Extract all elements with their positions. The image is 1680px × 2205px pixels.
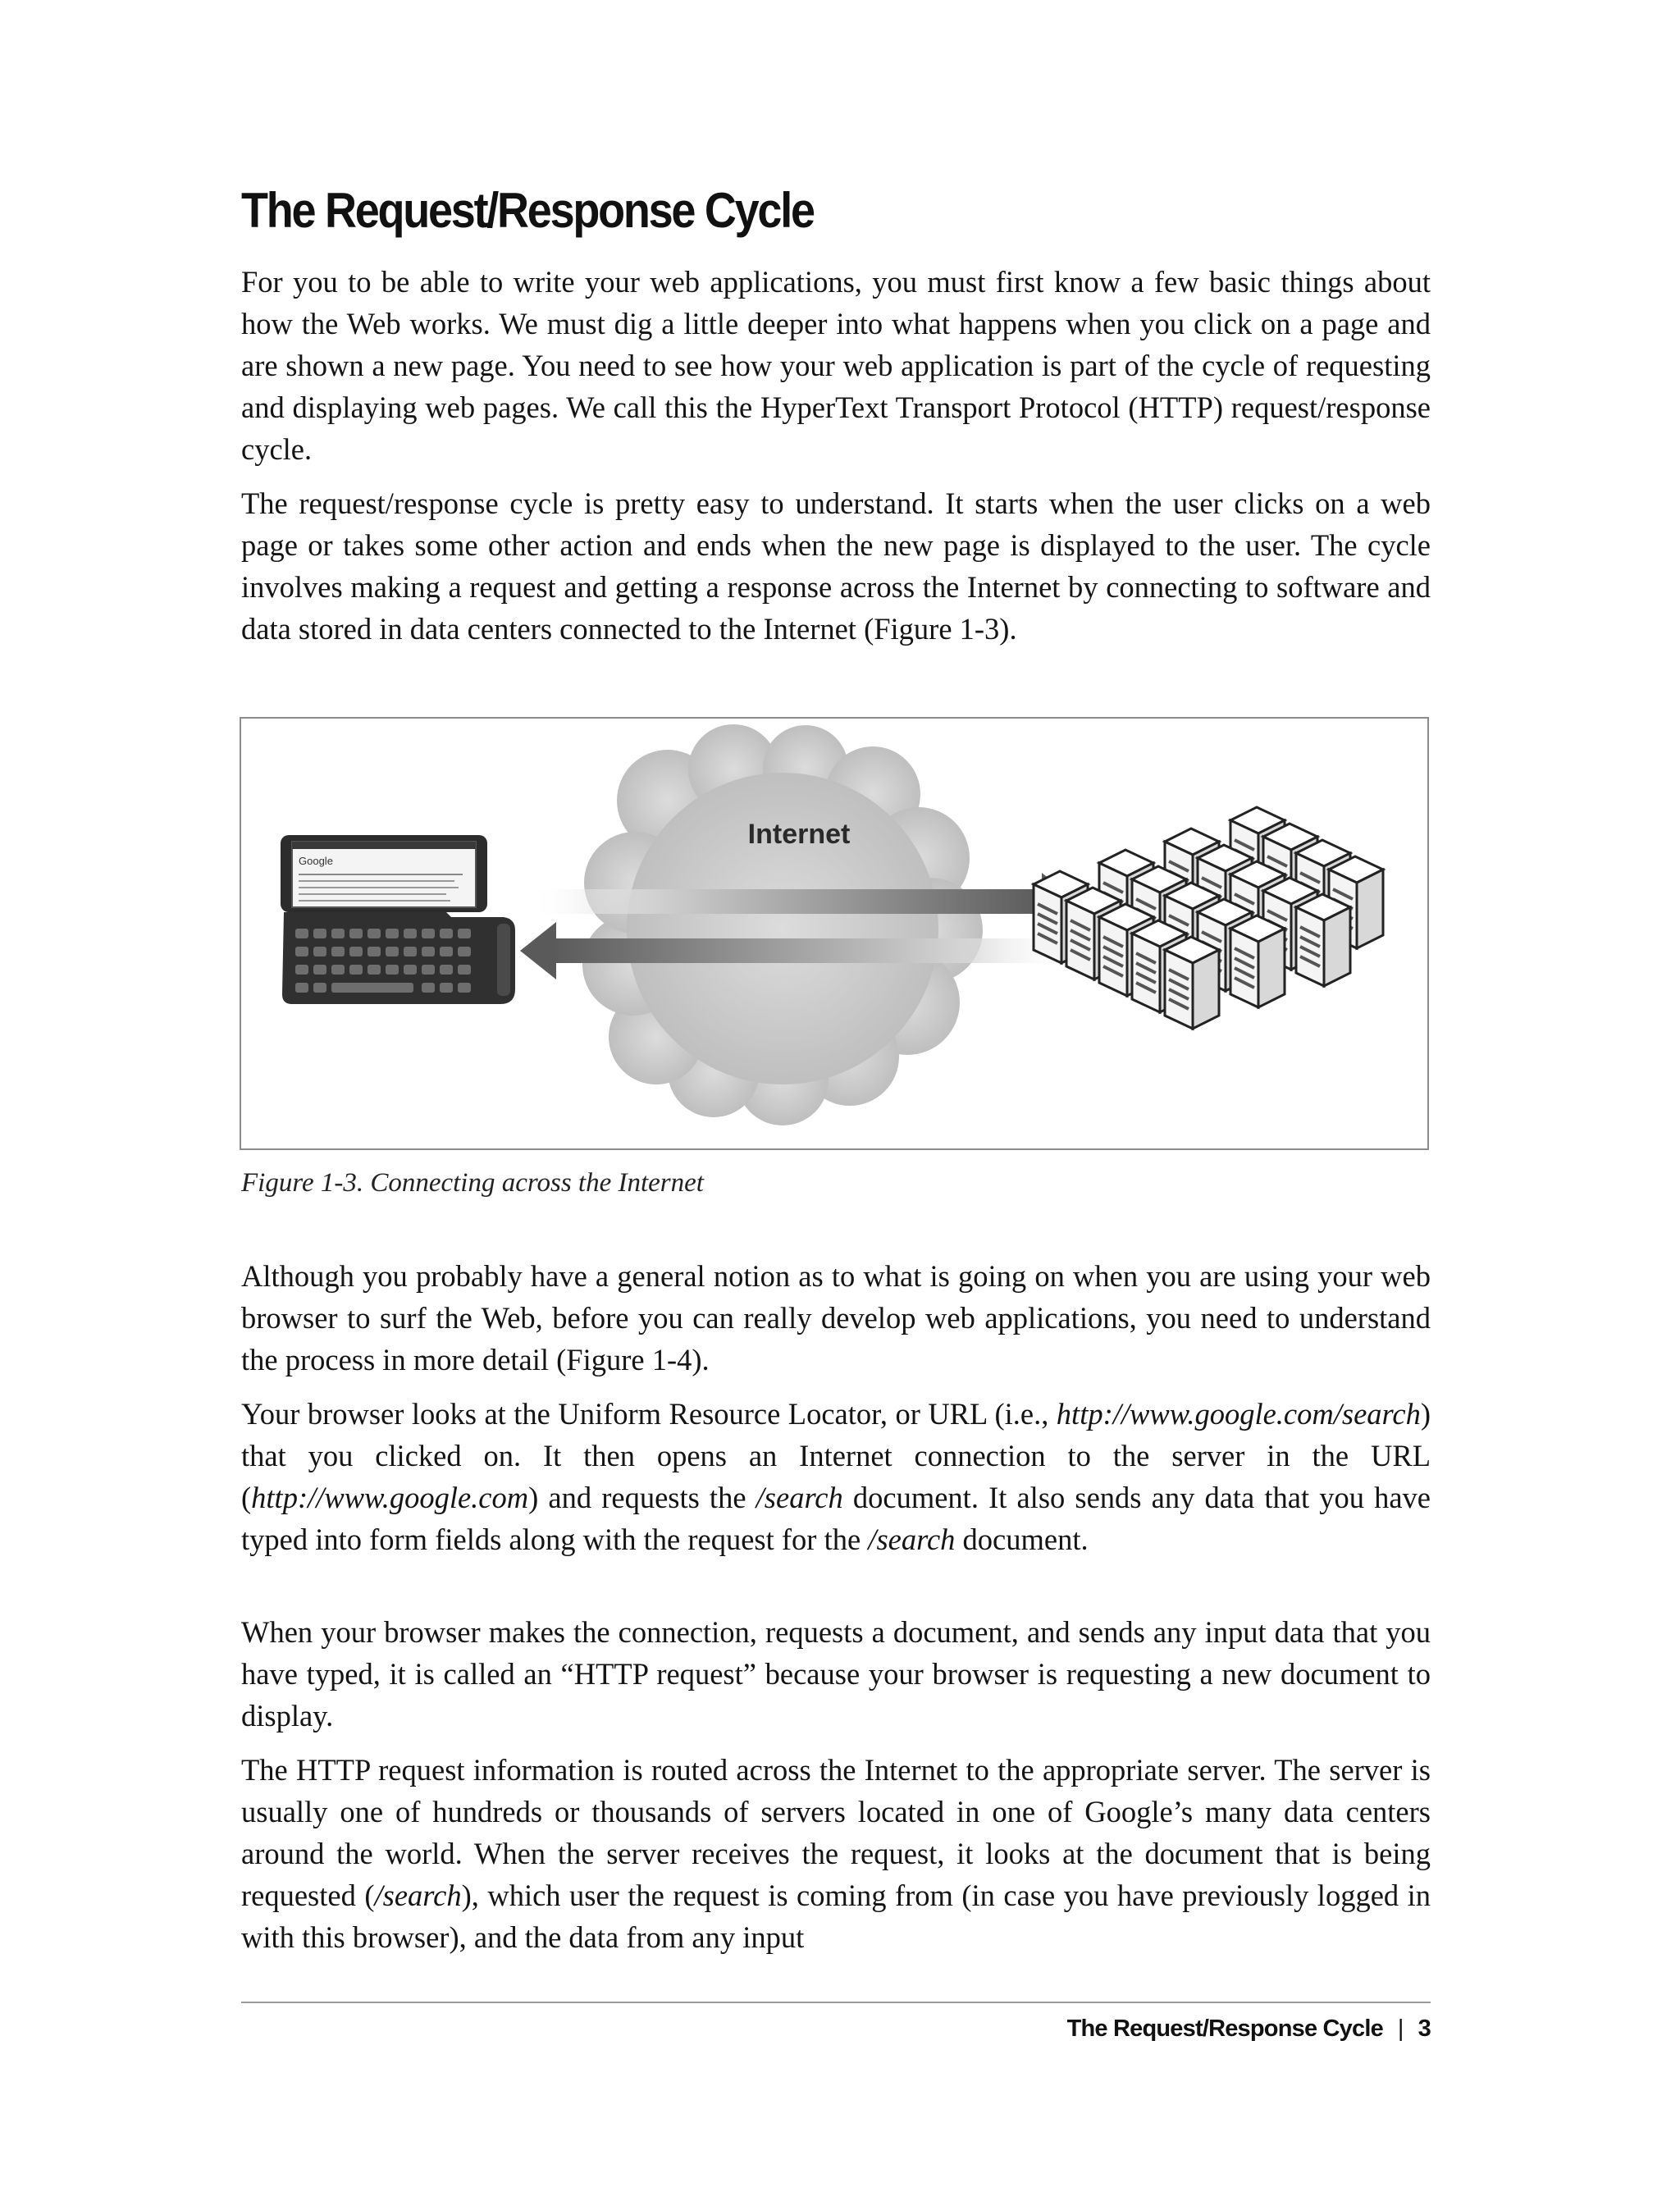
phone-screen-text: Google xyxy=(299,855,333,867)
paragraph-cycle: The request/response cycle is pretty easy to understand. It starts when the user clicks on a web page or takes some other action and ends when the new page is displayed to the user. The cycle involves making a request and getting a response across the Internet by connecting to software and data stored in data centers connected to the Internet (Figure 1-3). xyxy=(241,486,1431,646)
section-heading: The Request/Response Cycle xyxy=(241,183,814,238)
data-center-servers-icon xyxy=(1034,807,1383,1029)
figure-internet-diagram xyxy=(240,717,1429,1150)
url-google-host: http://www.google.com xyxy=(251,1481,529,1514)
smartphone-icon xyxy=(281,835,515,1004)
paragraph-intro: For you to be able to write your web applications, you must first know a few basic things about how the Web works. We must dig a little deeper into what happens when you click on a page and are shown a new page. You need to see how your web application is part of the cycle of requesting and displaying web pages. We call this the HyperText Transport Protocol (HTTP) request/response cycle. xyxy=(241,265,1431,466)
search-doc-path: /search xyxy=(868,1522,956,1556)
page-footer xyxy=(1067,2016,1431,2043)
p6-text-b: ), which user the request is coming from (in case you have previously logged in with this browser), and the data from any input xyxy=(241,1879,1431,1954)
p4-text-b: ) that you clicked on. It then opens an Internet connection to the server in the URL ( xyxy=(241,1397,1431,1514)
internet-diagram-svg xyxy=(241,719,1427,1148)
cloud-label: Internet xyxy=(747,819,851,850)
page-number: 3 xyxy=(1418,2016,1431,2042)
p4-text-c: ) and requests the xyxy=(528,1481,756,1514)
p6-text-a: The HTTP request information is routed across the Internet to the appropriate server. The server is usually one of hundreds or thousands of servers located in one of Google’s many data centers around the world. When the server receives the request, it looks at the document that is being requested ( xyxy=(241,1753,1431,1912)
running-head: The Request/Response Cycle xyxy=(1066,2016,1383,2042)
url-google-search: http://www.google.com/search xyxy=(1056,1397,1421,1431)
search-doc-path: /search xyxy=(756,1481,843,1514)
paragraph-url xyxy=(241,1393,1431,1560)
p4-text-e: document. xyxy=(955,1522,1089,1556)
internet-cloud xyxy=(582,724,983,1125)
p4-text-d: document. It also sends any data that you have typed into form fields along with the request for the xyxy=(241,1481,1431,1556)
paragraph-browser-notion: Although you probably have a general notion as to what is going on when you are using your web browser to surf the Web, before you can really develop web applications, you need to understand the process in more detail (Figure 1-4). xyxy=(241,1259,1431,1376)
p4-text-a: Your browser looks at the Uniform Resource Locator, or URL (i.e., xyxy=(241,1397,1057,1431)
footer-divider xyxy=(241,2002,1431,2003)
figure-caption: Figure 1-3. Connecting across the Internet xyxy=(241,1168,704,1198)
paragraph-routing xyxy=(241,1749,1431,1958)
paragraph-http-request: When your browser makes the connection, requests a document, and sends any input data that you have typed, it is called an “HTTP request” because your browser is requesting a new document to display. xyxy=(241,1615,1431,1732)
footer-separator: | xyxy=(1397,2016,1404,2042)
search-doc-path: /search xyxy=(374,1879,462,1912)
